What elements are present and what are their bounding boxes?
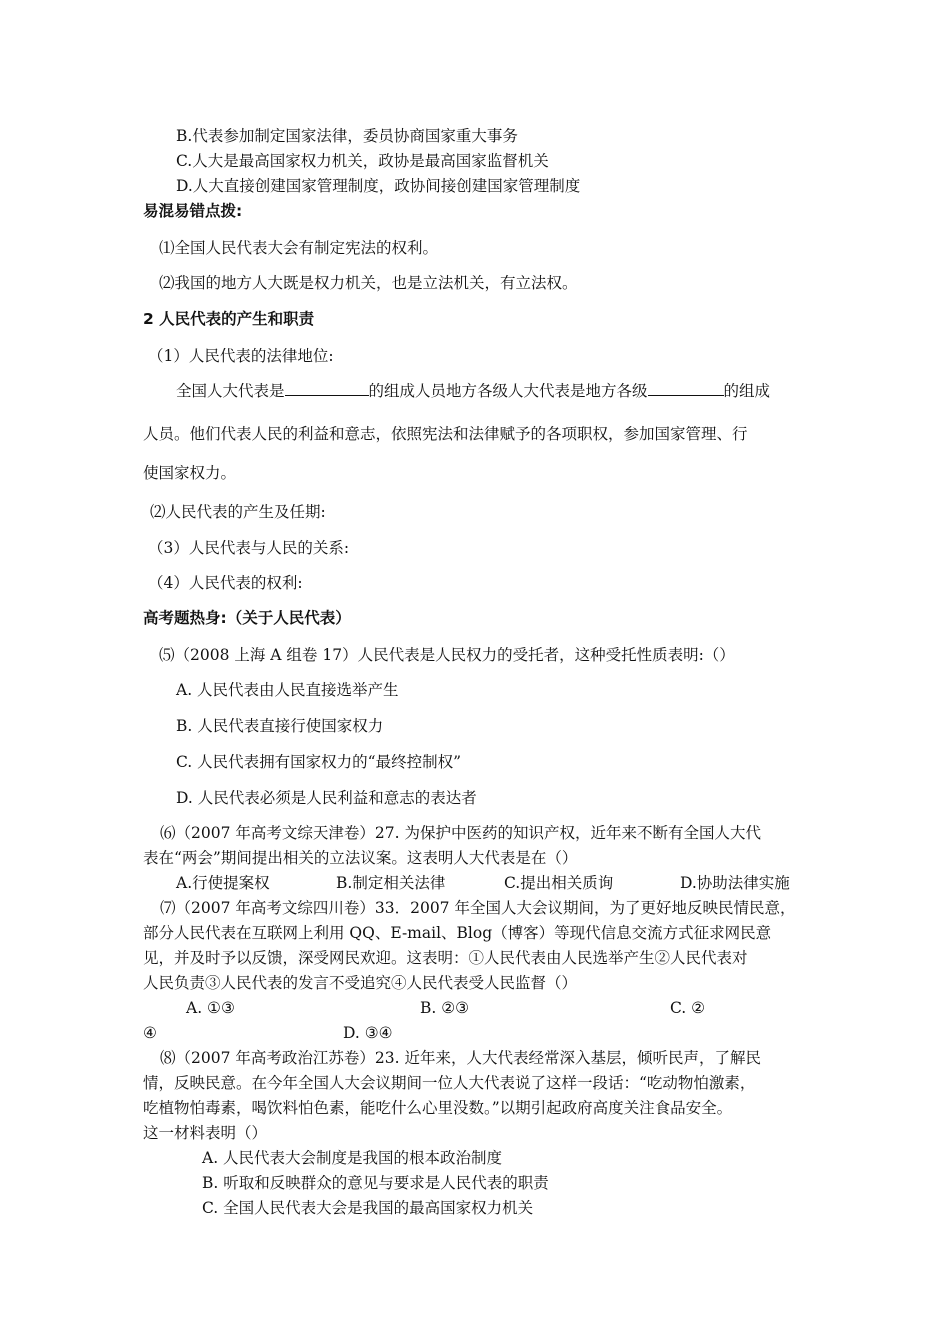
answer-blank-2 — [648, 381, 724, 396]
fill-text-b: 的组成人员地方各级人大代表是地方各级 — [368, 382, 648, 400]
section-heading-2: 2 人民代表的产生和职责 — [143, 310, 315, 328]
question-7-cont: 人民负责③人民代表的发言不受追究④人民代表受人民监督（） — [143, 974, 578, 992]
fill-text-a: 全国人大代表是 — [176, 382, 285, 400]
answer-blank-1 — [285, 381, 369, 396]
section-heading-exam: 高考题热身:（关于人民代表） — [143, 609, 351, 627]
question-8-cont: 吃植物怕毒素，喝饮料怕色素，能吃什么心里没数。”以期引起政府高度关注食品安全。 — [143, 1099, 733, 1117]
question-5: ⑸（2008 上海 A 组卷 17）人民代表是人民权力的受托者，这种受托性质表明:（） — [159, 646, 735, 664]
q8-option-a: A. 人民代表大会制度是我国的根本政治制度 — [202, 1149, 503, 1167]
fill-text-c: 的组成 — [723, 382, 771, 400]
question-7: ⑺（2007 年高考文综四川卷）33．2007 年全国人大会议期间，为了更好地反映民情民意， — [160, 899, 796, 917]
fill-in-line — [176, 381, 770, 401]
item-4: （4）人民代表的权利: — [148, 574, 303, 592]
q5-option-a: A. 人民代表由人民直接选举产生 — [176, 681, 399, 699]
question-7-cont: 部分人民代表在互联网上利用 QQ、E-mail、Blog（博客）等现代信息交流方式征求网民意 — [143, 924, 772, 942]
item-2: ⑵人民代表的产生及任期: — [150, 503, 326, 521]
paragraph-line: 使国家权力。 — [143, 464, 237, 482]
question-6: ⑹（2007 年高考文综天津卷）27. 为保护中医药的知识产权，近年来不断有全国人大代 — [160, 824, 761, 842]
question-6-cont: 表在“两会”期间提出相关的立法议案。这表明人大代表是在（） — [143, 849, 578, 867]
q6-option-d: D.协助法律实施 — [680, 874, 790, 892]
question-8: ⑻（2007 年高考政治江苏卷）23. 近年来，人大代表经常深入基层，倾听民声，了解民 — [160, 1049, 761, 1067]
paragraph-line: 人员。他们代表人民的利益和意志，依照宪法和法律赋予的各项职权，参加国家管理、行 — [143, 425, 748, 443]
section-heading-tips: 易混易错点拨: — [143, 202, 243, 220]
q5-option-c: C. 人民代表拥有国家权力的“最终控制权” — [176, 753, 462, 771]
q8-option-c: C. 全国人民代表大会是我国的最高国家权力机关 — [202, 1199, 534, 1217]
q7-option-c: C. ② — [670, 999, 706, 1017]
question-8-cont: 情，反映民意。在今年全国人大会议期间一位人大代表说了这样一段话：“吃动物怕激素， — [143, 1074, 756, 1092]
option-c-line: C.人大是最高国家权力机关，政协是最高国家监督机关 — [176, 152, 549, 170]
q7-option-b: B. ②③ — [420, 999, 470, 1017]
q7-option-d: D. ③④ — [343, 1024, 393, 1042]
question-7-cont: 见，并及时予以反馈，深受网民欢迎。这表明：①人民代表由人民选举产生②人民代表对 — [143, 949, 748, 967]
q8-option-b: B. 听取和反映群众的意见与要求是人民代表的职责 — [202, 1174, 549, 1192]
option-b-line: B.代表参加制定国家法律，委员协商国家重大事务 — [176, 127, 518, 145]
q6-option-a: A.行使提案权 — [176, 874, 270, 892]
q7-option-c-cont: ④ — [143, 1024, 157, 1042]
tip-2: ⑵我国的地方人大既是权力机关，也是立法机关，有立法权。 — [159, 274, 578, 292]
question-8-cont: 这一材料表明（） — [143, 1124, 268, 1142]
option-d-line: D.人大直接创建国家管理制度，政协间接创建国家管理制度 — [176, 177, 581, 195]
item-1: （1）人民代表的法律地位: — [148, 347, 334, 365]
q7-option-a: A. ①③ — [186, 999, 235, 1017]
q6-option-b: B.制定相关法律 — [336, 874, 446, 892]
q5-option-d: D. 人民代表必须是人民利益和意志的表达者 — [176, 789, 477, 807]
q5-option-b: B. 人民代表直接行使国家权力 — [176, 717, 384, 735]
tip-1: ⑴全国人民代表大会有制定宪法的权利。 — [159, 239, 439, 257]
q6-option-c: C.提出相关质询 — [504, 874, 614, 892]
item-3: （3）人民代表与人民的关系: — [148, 539, 350, 557]
